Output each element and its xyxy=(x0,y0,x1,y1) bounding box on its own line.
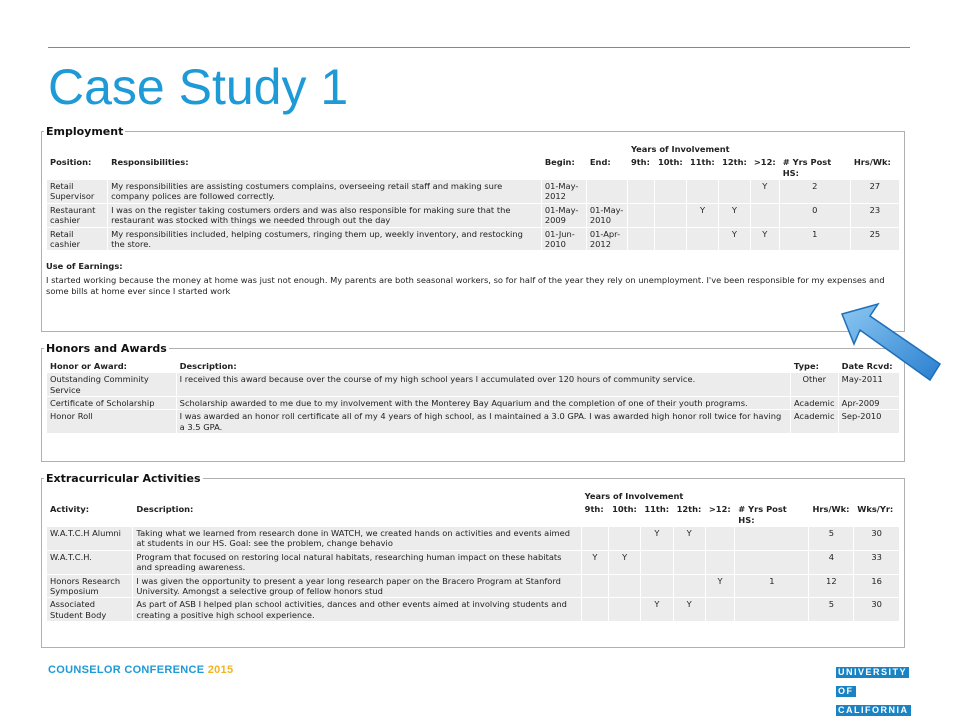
cell: I was given the opportunity to present a year long research paper on the Bracero Program at Stanford University. Amongst a selective group of fellow honors stud xyxy=(133,575,580,598)
earnings-label: Use of Earnings: xyxy=(46,261,123,272)
honors-table xyxy=(46,359,900,434)
cell xyxy=(582,598,608,621)
cell: 2 xyxy=(780,180,850,203)
col-header: 10th: xyxy=(657,157,683,168)
cell: As part of ASB I helped plan school activities, dances and other events aimed at involving students and creating a positive high school experience. xyxy=(133,598,580,621)
table-row xyxy=(47,598,899,621)
col-header: 11th: xyxy=(690,157,715,168)
cell xyxy=(706,551,734,574)
cell: Y xyxy=(687,204,718,227)
activities-table xyxy=(46,489,900,622)
cell: Restaurant cashier xyxy=(47,204,107,227)
cell: Y xyxy=(582,551,608,574)
cell: Y xyxy=(674,527,705,550)
years-involvement-header: Years of Involvement xyxy=(630,144,730,154)
slide-title: Case Study 1 xyxy=(48,59,349,115)
table-row xyxy=(47,551,899,574)
col-header: Position: xyxy=(50,157,92,168)
cell: 5 xyxy=(809,527,853,550)
honors-section xyxy=(41,342,905,462)
col-header: >12: xyxy=(708,504,731,515)
cell xyxy=(706,527,734,550)
employment-header-row xyxy=(47,156,899,179)
cell xyxy=(628,228,654,251)
cell: Y xyxy=(719,228,750,251)
honors-header-row xyxy=(47,360,899,372)
cell: Taking what we learned from research done in WATCH, we created hands on activities and events aimed at students in our HS. Goal: see the problem, change behavio xyxy=(133,527,580,550)
cell: My responsibilities included, helping costumers, ringing them up, weekly inventory, and restocking the store. xyxy=(108,228,541,251)
blue-arrow-icon xyxy=(838,300,948,390)
cell xyxy=(655,228,686,251)
employment-legend: Employment xyxy=(46,125,124,138)
col-header: Begin: xyxy=(544,157,575,168)
cell: Y xyxy=(641,598,672,621)
cell: 30 xyxy=(854,527,899,550)
cell xyxy=(582,575,608,598)
honors-legend: Honors and Awards xyxy=(46,342,167,355)
cell: 27 xyxy=(851,180,899,203)
col-header: 12th: xyxy=(676,504,702,515)
cell xyxy=(628,204,654,227)
cell: Y xyxy=(751,228,779,251)
cell xyxy=(628,180,654,203)
cell: Y xyxy=(706,575,734,598)
uc-logo xyxy=(836,660,910,717)
cell: 1 xyxy=(735,575,808,598)
cell xyxy=(735,598,808,621)
cell: Y xyxy=(751,180,779,203)
cell: 01-Apr-2012 xyxy=(587,228,627,251)
col-header: Description: xyxy=(179,361,237,371)
cell xyxy=(655,180,686,203)
col-header: 9th: xyxy=(584,504,604,515)
col-header: Honor or Award: xyxy=(50,361,127,371)
cell xyxy=(735,551,808,574)
footer-conference: COUNSELOR CONFERENCE xyxy=(48,664,205,676)
cell: 0 xyxy=(780,204,850,227)
col-header: Responsibilities: xyxy=(111,157,189,168)
cell: Honors Research Symposium xyxy=(47,575,132,598)
col-header: Hrs/Wk: xyxy=(853,157,891,168)
cell xyxy=(609,598,640,621)
col-header: 12th: xyxy=(722,157,747,168)
years-involvement-header: Years of Involvement xyxy=(584,491,684,501)
cell: 01-May-2012 xyxy=(542,180,586,203)
cell: 16 xyxy=(854,575,899,598)
table-row xyxy=(47,228,899,251)
cell xyxy=(582,527,608,550)
earnings-text: I started working because the money at home was just not enough. My parents are both seasonal workers, so for half of the year they rely on unemployment. I've been responsible for my expenses and some bills at home ever since I started work xyxy=(46,275,885,297)
footer-year: 2015 xyxy=(207,664,234,676)
col-header: Wks/Yr: xyxy=(857,504,894,515)
cell xyxy=(641,551,672,574)
logo-line: OF xyxy=(838,686,854,696)
cell xyxy=(655,204,686,227)
cell: 25 xyxy=(851,228,899,251)
cell: Academic xyxy=(791,410,838,433)
cell xyxy=(719,180,750,203)
cell: 01-May-2010 xyxy=(587,204,627,227)
col-header: Date Rcvd: xyxy=(841,361,893,371)
col-header: Activity: xyxy=(50,504,90,515)
cell: 01-May-2009 xyxy=(542,204,586,227)
cell: Outstanding Comminity Service xyxy=(47,373,176,396)
employment-section xyxy=(41,125,905,332)
cell: I was on the register taking costumers orders and was also responsible for making sure that the restaurant was stocked with things we needed through out the day xyxy=(108,204,541,227)
col-header: 10th: xyxy=(612,504,637,515)
cell xyxy=(609,527,640,550)
activities-header-row xyxy=(47,503,899,526)
cell: I was awarded an honor roll certificate all of my 4 years of high school, as I maintained a 3.0 GPA. I was awarded high honor roll twice for having a 3.5 GPA. xyxy=(177,410,790,433)
cell: Program that focused on restoring local natural habitats, researching human impact on these habitats and spreading awareness. xyxy=(133,551,580,574)
col-header: >12: xyxy=(753,157,776,168)
cell: Honor Roll xyxy=(47,410,176,433)
cell: May-2011 xyxy=(839,373,899,396)
cell: Apr-2009 xyxy=(839,397,899,409)
col-header: Type: xyxy=(793,361,819,371)
cell: Associated Student Body xyxy=(47,598,132,621)
cell xyxy=(706,598,734,621)
table-row xyxy=(47,180,899,203)
cell: Y xyxy=(719,204,750,227)
cell: Retail cashier xyxy=(47,228,107,251)
cell xyxy=(735,527,808,550)
cell: 01-Jun-2010 xyxy=(542,228,586,251)
employment-table xyxy=(46,142,900,251)
col-header: Description: xyxy=(136,504,194,515)
col-header: 11th: xyxy=(644,504,670,515)
top-rule xyxy=(48,47,910,48)
cell xyxy=(587,180,627,203)
cell: Y xyxy=(641,527,672,550)
cell: Retail Supervisor xyxy=(47,180,107,203)
cell xyxy=(641,575,672,598)
col-header: Hrs/Wk: xyxy=(812,504,850,515)
cell: Y xyxy=(609,551,640,574)
cell: Y xyxy=(674,598,705,621)
table-row xyxy=(47,397,899,409)
col-header: # Yrs Post HS: xyxy=(738,504,787,525)
logo-line: UNIVERSITY xyxy=(838,667,908,677)
cell: 4 xyxy=(809,551,853,574)
cell xyxy=(674,575,705,598)
cell: W.A.T.C.H Alumni xyxy=(47,527,132,550)
activities-legend: Extracurricular Activities xyxy=(46,472,201,485)
logo-line: CALIFORNIA xyxy=(838,705,909,715)
cell: I received this award because over the course of my high school years I accumulated over 120 hours of community service. xyxy=(177,373,790,396)
cell: My responsibilities are assisting costumers complains, overseeing retail staff and making sure company polices are followed correctly. xyxy=(108,180,541,203)
cell: Certificate of Scholarship xyxy=(47,397,176,409)
cell xyxy=(687,180,718,203)
cell: Academic xyxy=(791,397,838,409)
col-header: # Yrs Post HS: xyxy=(782,157,832,178)
cell: 1 xyxy=(780,228,850,251)
col-header: End: xyxy=(589,157,611,168)
cell: Sep-2010 xyxy=(839,410,899,433)
cell: W.A.T.C.H. xyxy=(47,551,132,574)
table-row xyxy=(47,410,899,433)
cell: 30 xyxy=(854,598,899,621)
cell: 23 xyxy=(851,204,899,227)
cell xyxy=(751,204,779,227)
table-row xyxy=(47,373,899,396)
cell xyxy=(674,551,705,574)
table-row xyxy=(47,527,899,550)
activities-section xyxy=(41,472,905,648)
footer-label xyxy=(48,664,233,676)
table-row xyxy=(47,575,899,598)
cell: 5 xyxy=(809,598,853,621)
cell: Other xyxy=(791,373,838,396)
table-row xyxy=(47,204,899,227)
col-header: 9th: xyxy=(630,157,650,168)
cell: 12 xyxy=(809,575,853,598)
cell xyxy=(687,228,718,251)
cell: 33 xyxy=(854,551,899,574)
cell xyxy=(609,575,640,598)
cell: Scholarship awarded to me due to my involvement with the Monterey Bay Aquarium and the completion of one of their youth programs. xyxy=(177,397,790,409)
